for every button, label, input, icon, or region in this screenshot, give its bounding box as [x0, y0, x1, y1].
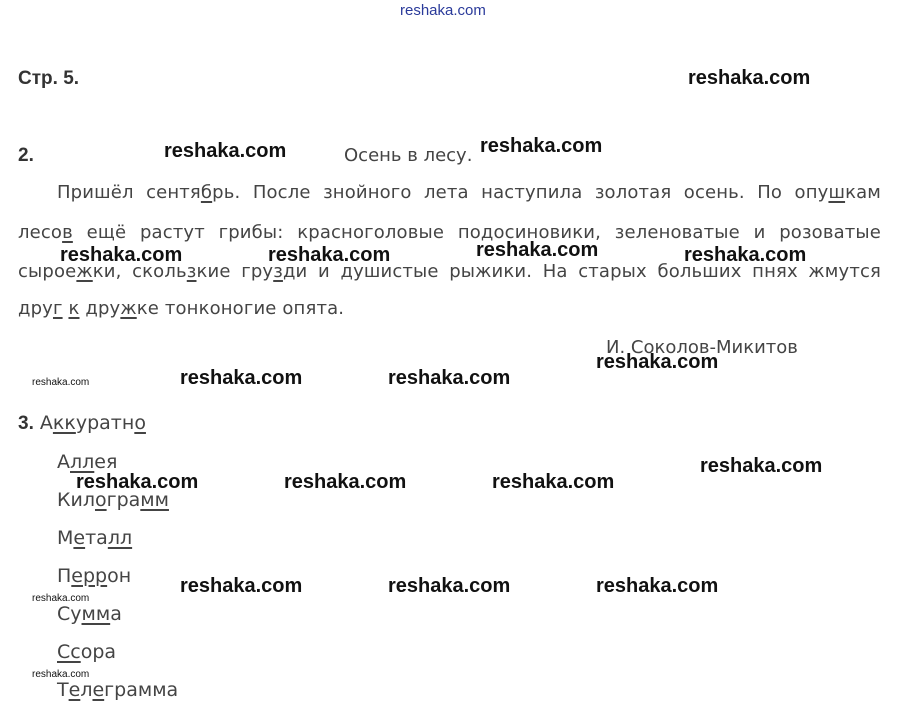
watermark: reshaka.com	[76, 471, 199, 493]
paragraph-line: друг к дружке тонконогие опята.	[18, 298, 345, 319]
watermark: reshaka.com	[480, 135, 603, 157]
story-title: Осень в лесу.	[344, 145, 473, 166]
word-item: Телеграмма	[57, 679, 179, 701]
task3-first-line	[18, 412, 146, 435]
watermark-small: reshaka.com	[32, 593, 90, 604]
watermark: reshaka.com	[688, 67, 811, 89]
author-signature: И. Соколов-Микитов	[606, 337, 798, 358]
page-label: Стр. 5.	[18, 68, 80, 89]
word-item: Перрон	[57, 565, 132, 587]
word-item: Металл	[57, 527, 133, 549]
watermark: reshaka.com	[180, 575, 303, 597]
watermark: reshaka.com	[388, 575, 511, 597]
watermark: reshaka.com	[180, 367, 303, 389]
word-item: Сумма	[57, 603, 122, 625]
watermark: reshaka.com	[700, 455, 823, 477]
watermark: reshaka.com	[476, 239, 599, 261]
watermark: reshaka.com	[684, 244, 807, 266]
paragraph-line: лесов ещё растут грибы: красноголовые подосиновики, зеленоватые и розоватые	[18, 222, 881, 243]
watermark: reshaka.com	[596, 575, 719, 597]
watermark: reshaka.com	[492, 471, 615, 493]
top-watermark: reshaka.com	[400, 2, 486, 19]
watermark: reshaka.com	[268, 244, 391, 266]
word-item: Килограмм	[57, 489, 169, 511]
word-item: Ссора	[57, 641, 117, 663]
word-item: Аллея	[57, 451, 118, 473]
watermark: reshaka.com	[164, 140, 287, 162]
watermark-small: reshaka.com	[32, 669, 90, 680]
task3-number: 3.	[18, 413, 34, 434]
watermark: reshaka.com	[284, 471, 407, 493]
watermark: reshaka.com	[60, 244, 183, 266]
watermark: reshaka.com	[596, 351, 719, 373]
watermark-small: reshaka.com	[32, 377, 90, 388]
paragraph-line: Пришёл сентябрь. После знойного лета наступила золотая осень. По опушкам	[57, 182, 881, 203]
watermark: reshaka.com	[388, 367, 511, 389]
paragraph-line: сыроeжки, скользкие грузди и душистые рыжики. На старых больших пнях жмутся	[18, 261, 881, 282]
task2-number: 2.	[18, 145, 34, 166]
word-item: Аккуратно	[39, 412, 146, 434]
